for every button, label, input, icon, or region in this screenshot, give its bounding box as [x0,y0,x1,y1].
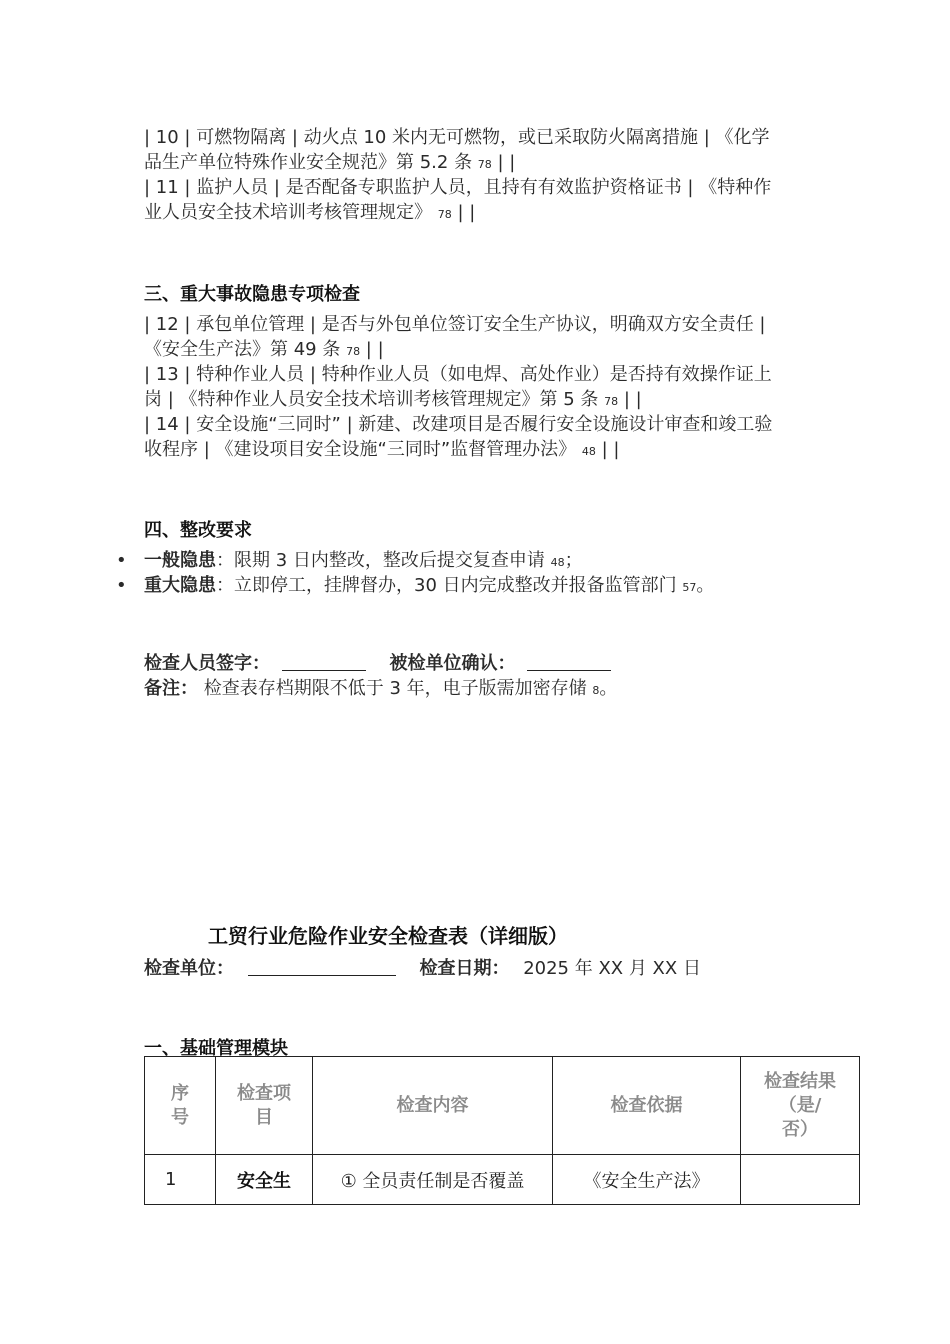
cell-basis: 《安全生产法》 [553,1155,741,1205]
confirm-label: 被检单位确认： [389,653,516,674]
list-item-major-hazard: • 重大隐患：立即停工，挂牌督办，30 日内完成整改并报备监管部门 57。 [116,575,715,596]
inspection-date-value: 2025 年 XX 月 XX 日 [523,958,701,979]
cell-result[interactable] [741,1155,860,1205]
citation-ref: 8 [592,684,600,697]
row-13-line1: | 13 | 特种作业人员 | 特种作业人员（如电焊、高处作业）是否持有效操作证上 [144,364,772,385]
header-item: 检查项 目 [216,1057,313,1155]
cell-content: ① 全员责任制是否覆盖 [313,1155,553,1205]
row-14-line2: 收程序 | 《建设项目安全设施“三同时”监督管理办法》 48 | | [144,439,620,460]
header-result: 检查结果 （是/ 否） [741,1057,860,1155]
checklist-table [144,1056,860,1205]
inspection-date-label: 检查日期： [419,958,510,979]
citation-ref: 78 [437,208,452,221]
row-11-line2: 业人员安全技术培训考核管理规定》 78 | | [144,202,476,223]
section-1-heading: 一、基础管理模块 [144,1038,288,1059]
table-row [145,1155,860,1205]
inspector-signature-field[interactable] [282,670,366,671]
inspection-unit-label: 检查单位： [144,958,234,979]
note-line: 备注： 检查表存档期限不低于 3 年，电子版需加密存储 8。 [144,678,618,699]
bullet-icon: • [116,550,127,571]
citation-ref: 57 [682,581,697,594]
signature-line [144,651,611,676]
list-item-general-hazard: • 一般隐患：限期 3 日内整改，整改后提交复查申请 48； [116,550,583,571]
table-header-row [145,1057,860,1155]
cell-no: 1 [145,1155,216,1205]
citation-ref: 78 [604,395,619,408]
row-12-line1: | 12 | 承包单位管理 | 是否与外包单位签订安全生产协议，明确双方安全责任 | [144,314,766,335]
inspection-unit-field[interactable] [248,975,396,976]
row-14-line1: | 14 | 安全设施“三同时” | 新建、改建项目是否履行安全设施设计审查和竣工验 [144,414,773,435]
bullet-icon: • [116,575,127,596]
citation-ref: 78 [477,158,492,171]
row-10-line2: 品生产单位特殊作业安全规范》第 5.2 条 78 | | [144,152,516,173]
row-13-line2: 岗 | 《特种作业人员安全技术培训考核管理规定》第 5 条 78 | | [144,389,642,410]
header-content: 检查内容 [313,1057,553,1155]
citation-ref: 48 [581,445,596,458]
row-10-line1: | 10 | 可燃物隔离 | 动火点 10 米内无可燃物，或已采取防火隔离措施 | 《化学 [144,127,770,148]
section-4-heading: 四、整改要求 [144,520,252,541]
citation-ref: 78 [346,345,361,358]
confirm-signature-field[interactable] [527,670,611,671]
document-title: 工贸行业危险作业安全检查表（详细版） [208,924,568,948]
row-11-line1: | 11 | 监护人员 | 是否配备专职监护人员，且持有有效监护资格证书 | 《特种作 [144,177,772,198]
citation-ref: 48 [550,556,565,569]
cell-item: 安全生 [216,1155,313,1205]
row-12-line2: 《安全生产法》第 49 条 78 | | [144,339,384,360]
inspector-signature-label: 检查人员签字： [144,653,270,674]
inspection-header-line [144,956,701,981]
header-basis: 检查依据 [553,1057,741,1155]
header-no: 序 号 [145,1057,216,1155]
section-3-heading: 三、重大事故隐患专项检查 [144,284,360,305]
